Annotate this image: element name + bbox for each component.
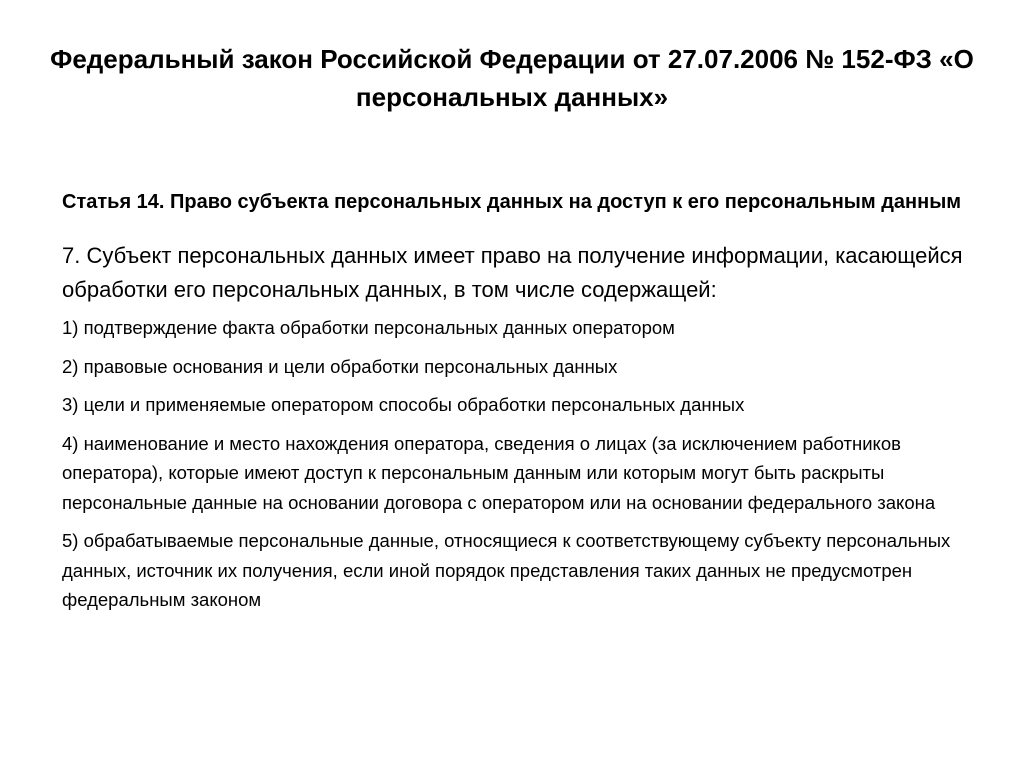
intro-paragraph: 7. Субъект персональных данных имеет право на получение информации, касающейся обработки его персональных данных, в том числе содержащей:	[62, 243, 963, 302]
slide-title: Федеральный закон Российской Федерации от 27.07.2006 № 152-ФЗ «О персональных данных»	[50, 44, 974, 112]
list-item-1: 1) подтверждение факта обработки персональных данных оператором	[62, 317, 675, 338]
slide-content	[62, 185, 1002, 624]
list-item-5: 5) обрабатываемые персональные данные, относящиеся к соответствующему субъекту персональных данных, источник их получения, если иной порядок представления таких данных не предусмотрен федеральным законом	[62, 530, 951, 610]
list-item-2: 2) правовые основания и цели обработки персональных данных	[62, 355, 618, 377]
list-item-4: 4) наименование и место нахождения оператора, сведения о лицах (за исключением работников оператора), которые имеют доступ к персональным данным или которым могут быть раскрыты персональные данные на основании договора с оператором или на основании федерального закона	[62, 432, 936, 513]
list-item-3: 3) цели и применяемые оператором способы обработки персональных данных	[62, 394, 745, 415]
information-list	[62, 313, 1002, 615]
article-heading: Статья 14. Право субъекта персональных данных на доступ к его персональным данным	[62, 191, 962, 213]
